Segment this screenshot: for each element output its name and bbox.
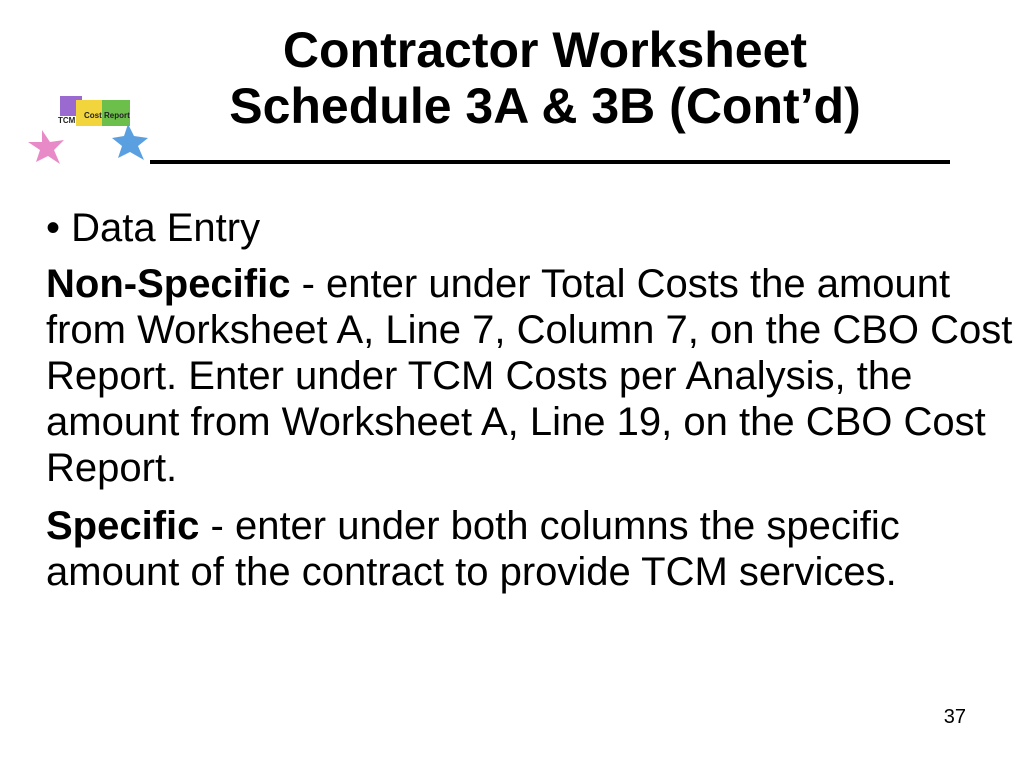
- title-line-2: Schedule 3A & 3B (Cont’d): [229, 78, 861, 134]
- title-line-1: Contractor Worksheet: [282, 22, 808, 78]
- logo-tcm-text: TCM: [58, 116, 76, 125]
- paragraph-term: Specific: [46, 504, 200, 548]
- title-underline: [150, 160, 950, 164]
- slide-body: [46, 205, 1016, 607]
- bullet-text: Data Entry: [71, 206, 261, 250]
- paragraph-non-specific: [46, 261, 1016, 491]
- paragraph-term: Non-Specific: [46, 262, 291, 306]
- slide-title: [130, 22, 960, 134]
- pink-starfish-icon: [28, 130, 64, 164]
- paragraph-specific: [46, 503, 1016, 595]
- page-number: 37: [943, 706, 966, 728]
- bullet-item: • Data Entry: [46, 206, 261, 250]
- paragraph-text: - enter under both columns the specific amount of the contract to provide TCM services.: [46, 504, 900, 594]
- logo-cost-report-text: Cost Report: [84, 111, 130, 120]
- paragraph-text: - enter under Total Costs the amount from Worksheet A, Line 7, Column 7, on the CBO Cost Report. Enter under TCM Costs per Analysis, the amount from Worksheet A, Line 19, on the CBO Cost Report.: [46, 262, 1013, 490]
